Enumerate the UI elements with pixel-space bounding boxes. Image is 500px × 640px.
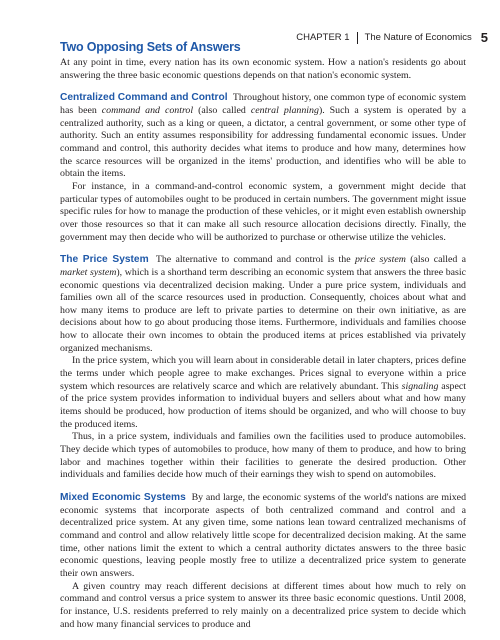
key-term: price system [354,254,406,266]
text-run: The alternative to command and control is the [155,254,355,266]
runin-heading-price-system: The Price System [60,254,149,266]
paragraph-mixed-2: A given country may reach different decisions at different times about how much to rely on command and control versus a price system to answer its three basic economic questions. Until 2008, for instance, U.S. residents preferred to rely mainly on a decentralized price system to decide which and how many financial services to produce and [60,580,466,630]
paragraph-centralized-2: For instance, in a command-and-control economic system, a government might decide that particular types of automobiles ought to be produced in certain numbers. The government might issue specific rules for how to manage the production of these vehicles, or it might even establish ownership over those resources so that it can make all such resource allocation decisions directly. Finally, the government may then decide who will be authorized to purchase or otherwise utilize the vehicles. [60,180,466,243]
key-term: central planning [250,104,319,116]
runin-heading-mixed: Mixed Economic Systems [60,492,186,503]
chapter-title: The Nature of Economics [364,32,472,43]
runin-heading-centralized: Centralized Command and Control [60,92,228,104]
text-run: By and large, the economic systems of the world's nations are mixed economic systems that incorporate aspects of both centralized command and control and a decentralized price system. At any given time, some nations lean toward centralized mechanisms of command and control and allow relatively little scope for decentralized decision making. At the same time, other nations limit the extent to which a central authority dictates answers to the three basic economic questions, leaving people mostly free to utilize a decentralized price system to generate their own answers. [60,492,467,579]
page-number: 5 [480,30,488,45]
key-term: signaling [401,380,439,392]
key-term: market system [60,266,117,278]
text-run: (also called [193,104,251,116]
text-run: (also called a [405,254,467,266]
paragraph-mixed-1 [60,492,466,581]
text-run: In the price system, which you will learn about in considerable detail in later chapters, prices define the terms under which people agree to make exchanges. Prices signal to everyone within a price system which resources are relatively scarce and which are relatively abundant. This [60,355,466,392]
paragraph-price-1 [60,254,466,355]
text-run: ). Such a system is operated by a centralized authority, such as a king or queen, a dictator, a central government, or some other type of authority. Such an entity assumes responsibility for addressing fundamental economic issues. Under command and control, this authority decides what items to produce and how many, determines how the scarce resources will be organized in the items' production, and identifies who will be able to obtain the items. [60,104,466,180]
text-run: Throughout history, one common type of economic system has been [60,92,466,116]
section-title: Two Opposing Sets of Answers [60,40,241,54]
chapter-label: CHAPTER 1 [296,32,350,43]
section-intro: At any point in time, every nation has its own economic system. How a nation's residents go about answering the three basic economic questions depends on that nation's economic system. [60,57,466,81]
body-content [60,40,466,631]
paragraph-price-3: Thus, in a price system, individuals and families own the facilities used to produce automobiles. They decide which types of automobiles to produce, how many of them to produce, and how to bring labor and machines together within their facilities to generate the desired production. Other individuals and families decide how much of their earnings they wish to spend on automobiles. [60,431,466,481]
paragraph-centralized-1 [60,92,466,181]
text-run: ), which is a shorthand term describing an economic system that answers the three basic economic questions via decentralized decision making. Under a pure price system, individuals and families own all of the scarce resources used in production. Consequently, choices about what and how many items to produce are left to private parties to determine on their own initiative, as are decisions about how to go about producing those items. Furthermore, individuals and families choose how to allocate their own incomes to obtain the produced items at prices established via privately organized mechanisms. [60,266,466,354]
paragraph-price-2 [60,355,466,431]
text-run: aspect of the price system provides information to individual buyers and sellers about what and how many items should be produced, how production of items should be organized, and who will choose to buy the produced items. [60,380,466,430]
key-term: command and control [101,104,194,116]
